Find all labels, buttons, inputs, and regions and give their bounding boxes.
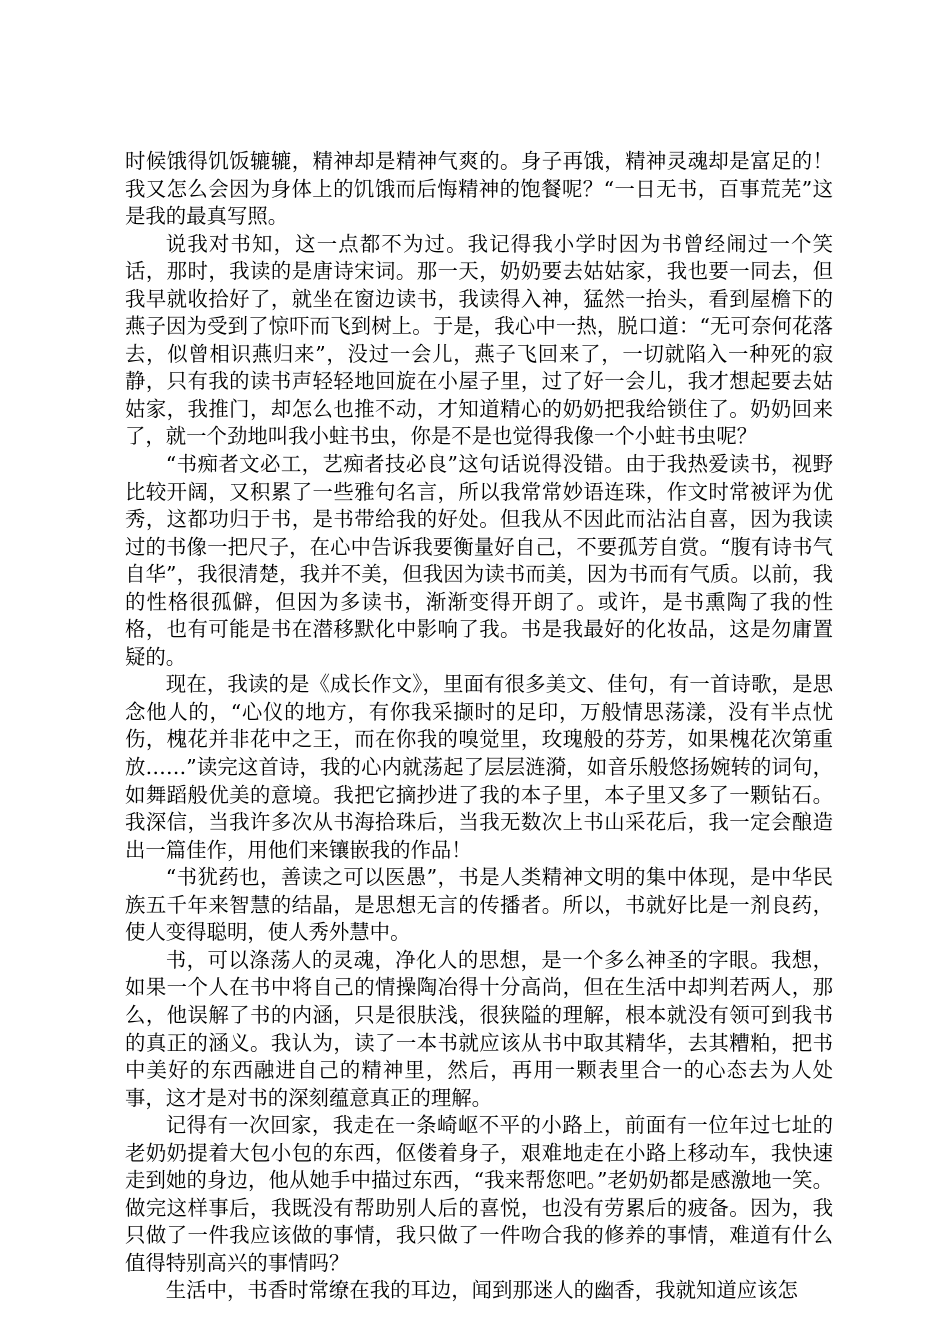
paragraph-2: 说我对书知，这一点都不为过。我记得我小学时因为书曾经闹过一个笑话，那时，我读的是唐诗宋词。那一天，奶奶要去姑姑家，我也要一同去，但我早就收拾好了，就坐在窗边读书，我读得入神，猛然一抬头，看到屋檐下的燕子因为受到了惊吓而飞到树上。于是，我心中一热，脱口道：“无可奈何花落去，似曾相识燕归来”，没过一会儿，燕子飞回来了，一切就陷入一种死的寂静，只有我的读书声轻轻地回旋在小屋子里，过了好一会儿，我才想起要去姑姑家，我推门，却怎么也推不动，才知道精心的奶奶把我给锁住了。奶奶回来了，就一个劲地叫我小蛀书虫，你是不是也觉得我像一个小蛀书虫呢？ [125,231,833,449]
paragraph-4: 现在，我读的是《成长作文》，里面有很多美文、佳句，有一首诗歌，是思念他人的，“心仪的地方，有你我采撷时的足印，万般情思荡漾，没有半点忧伤，槐花并非花中之王，而在你我的嗅觉里，玫瑰般的芬芳，如果槐花次第重放……”读完这首诗，我的心内就荡起了层层涟漪，如音乐般悠扬婉转的词句，如舞蹈般优美的意境。我把它摘抄进了我的本子里，本子里又多了一颗钻石。我深信，当我许多次从书海拾珠后，当我无数次上书山采花后，我一定会酿造出一篇佳作，用他们来镶嵌我的作品！ [125,672,833,862]
paragraph-3: “书痴者文必工，艺痴者技必良”这句话说得没错。由于我热爱读书，视野比较开阔，又积累了一些雅句名言，所以我常常妙语连珠，作文时常被评为优秀，这都功归于书，是书带给我的好处。但我从不因此而沾沾自喜，因为我读过的书像一把尺子，在心中告诉我要衡量好自己，不要孤芳自赏。“腹有诗书气自华”，我很清楚，我并不美，但我因为读书而美，因为书而有气质。以前，我的性格很孤僻，但因为多读书，渐渐变得开朗了。或许，是书熏陶了我的性格，也有可能是书在潜移默化中影响了我。书是我最好的化妆品，这是勿庸置疑的。 [125,452,833,669]
paragraph-6: 书，可以涤荡人的灵魂，净化人的思想，是一个多么神圣的字眼。我想，如果一个人在书中将自己的情操陶冶得十分高尚，但在生活中却判若两人，那么，他误解了书的内涵，只是很肤浅，很狭隘的理解，根本就没有领可到我书的真正的涵义。我认为，读了一本书就应该从书中取其精华，去其糟粕，把书中美好的东西融进自己的精神里，然后，再用一颗表里合一的心态去为人处事，这才是对书的深刻蕴意真正的理解。 [125,947,833,1110]
paragraph-7: 记得有一次回家，我走在一条崎岖不平的小路上，前面有一位年过七址的老奶奶提着大包小包的东西，伛偻着身子，艰难地走在小路上移动车，我快速走到她的身边，他从她手中描过东西，“我来帮您吧。”老奶奶都是感激地一笑。做完这样事后，我既没有帮助别人后的喜悦，也没有劳累后的疲备。因为，我只做了一件我应该做的事情，我只做了一件吻合我的修养的事情，难道有什么值得特别高兴的事情吗？ [125,1113,833,1275]
paragraph-8: 生活中，书香时常缭在我的耳边，闻到那迷人的幽香，我就知道应该怎 [165,1278,798,1303]
paragraph-1: 时候饿得饥饭辘辘，精神却是精神气爽的。身子再饿，精神灵魂却是富足的！我又怎么会因为身体上的饥饿而后悔精神的饱餐呢？“一日无书，百事荒芜”这是我的最真写照。 [125,149,833,229]
essay-body [125,148,833,1305]
paragraph-5: “书犹药也，善读之可以医愚”，书是人类精神文明的集中体现，是中华民族五千年来智慧的结晶，是思想无言的传播者。所以，书就好比是一剂良药，使人变得聪明，使人秀外慧中。 [125,865,833,945]
